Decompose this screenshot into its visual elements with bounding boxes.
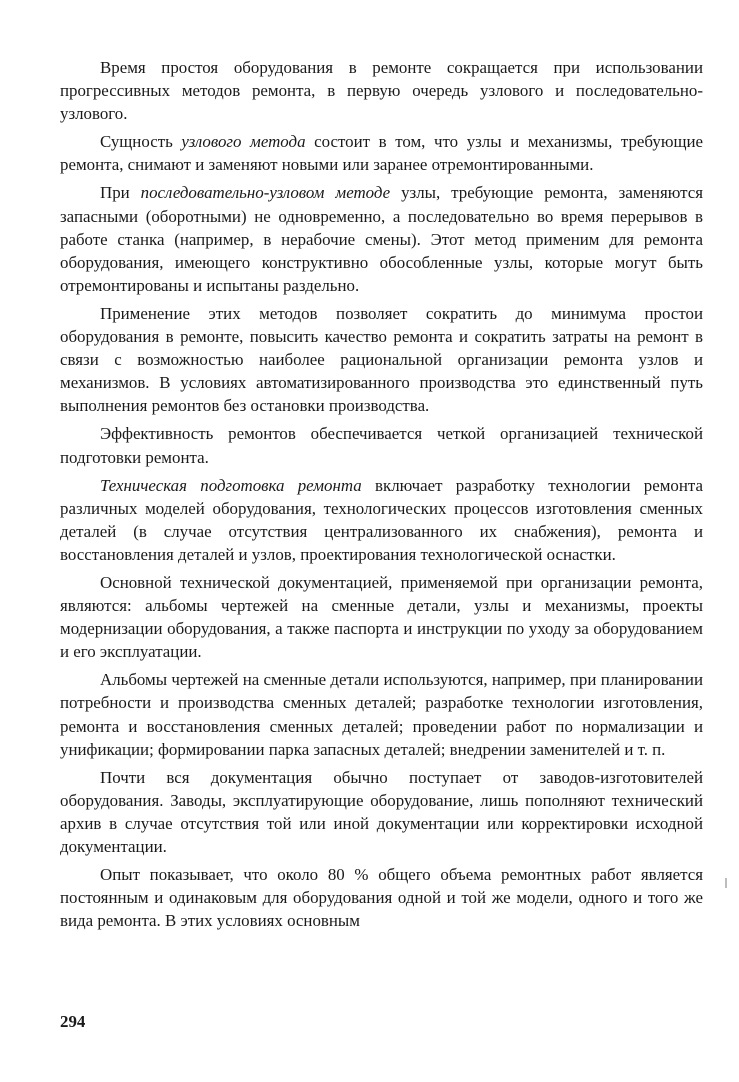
page-number: 294 <box>60 1012 86 1031</box>
paragraph-3-text-before: При <box>100 183 141 203</box>
paragraph-6-italic-term: Техническая подготовка ремонта <box>100 475 362 495</box>
paragraph-4 <box>60 302 703 417</box>
paragraph-10 <box>60 863 703 932</box>
paragraph-2 <box>60 130 703 176</box>
paragraph-10-text: Опыт показывает, что около 80 % общего объема ремонтных работ является постоянным и одинаковым для оборудования одной и той же модели, одного и того же вида ремонта. В этих условиях основным <box>60 865 703 931</box>
paragraph-8-text: Альбомы чертежей на сменные детали используются, например, при планировании потребности и производства сменных деталей; разработке технологии изготовления, ремонта и восстановления сменных деталей; проведении работ по нормализации и унификации; формировании парка запасных деталей; внедрении заменителей и т. п. <box>60 670 703 759</box>
paragraph-2-italic-term: узлового метода <box>181 132 306 152</box>
paragraph-5 <box>60 422 703 468</box>
paragraph-1 <box>60 56 703 125</box>
paragraph-6 <box>60 474 703 566</box>
paragraph-7-text: Основной технической документацией, применяемой при организации ремонта, являются: альбомы чертежей на сменные детали, узлы и механизмы, проекты модернизации оборудования, а также паспорта и инструкции по уходу за оборудованием и его эксплуатации. <box>60 572 703 662</box>
paragraph-4-text: Применение этих методов позволяет сократить до минимума простои оборудования в ремонте, повысить качество ремонта и сократить затраты на ремонт в связи с возможностью наиболее рациональной организации ремонта узлов и механизмов. В условиях автоматизированного производства это единственный путь выполнения ремонтов без остановки производства. <box>60 303 703 416</box>
paragraph-9-text: Почти вся документация обычно поступает от заводов-изготовителей оборудования. Заводы, эксплуатирующие оборудование, лишь пополняют технический архив в случае отсутствия той или иной документации или корректировки исходной документации. <box>60 767 703 856</box>
margin-scan-mark <box>725 878 727 888</box>
paragraph-1-text: Время простоя оборудования в ремонте сокращается при использовании прогрессивных методов ремонта, в первую очередь узлового и последовательно-узлового. <box>60 58 703 124</box>
page-text-body <box>60 56 703 932</box>
paragraph-3-text-after: узлы, требующие ремонта, заменяются запасными (оборотными) не одновременно, а последовательно во время перерывов в работе станка (например, в нерабочие смены). Этот метод применим для ремонта оборудования, имеющего конструктивно обособленные узлы, которые могут быть отремонтированы и испытаны раздельно. <box>60 183 703 295</box>
paragraph-7 <box>60 571 703 663</box>
paragraph-6-text-after: включает разработку технологии ремонта различных моделей оборудования, технологических процессов изготовления сменных деталей (в случае отсутствия централизованного их снабжения), ремонта и восстановления деталей и узлов, проектирования технологической оснастки. <box>60 475 703 564</box>
paragraph-2-text-before: Сущность <box>100 132 182 152</box>
paragraph-8 <box>60 668 703 760</box>
paragraph-2-text-after: состоит в том, что узлы и механизмы, требующие ремонта, снимают и заменяют новыми или заранее отремонтированными. <box>60 132 703 175</box>
paragraph-3-italic-term: последовательно-узловом методе <box>140 183 391 203</box>
paragraph-9 <box>60 766 703 858</box>
paragraph-5-text: Эффективность ремонтов обеспечивается четкой организацией технической подготовки ремонта. <box>60 424 703 467</box>
paragraph-3 <box>60 181 703 296</box>
